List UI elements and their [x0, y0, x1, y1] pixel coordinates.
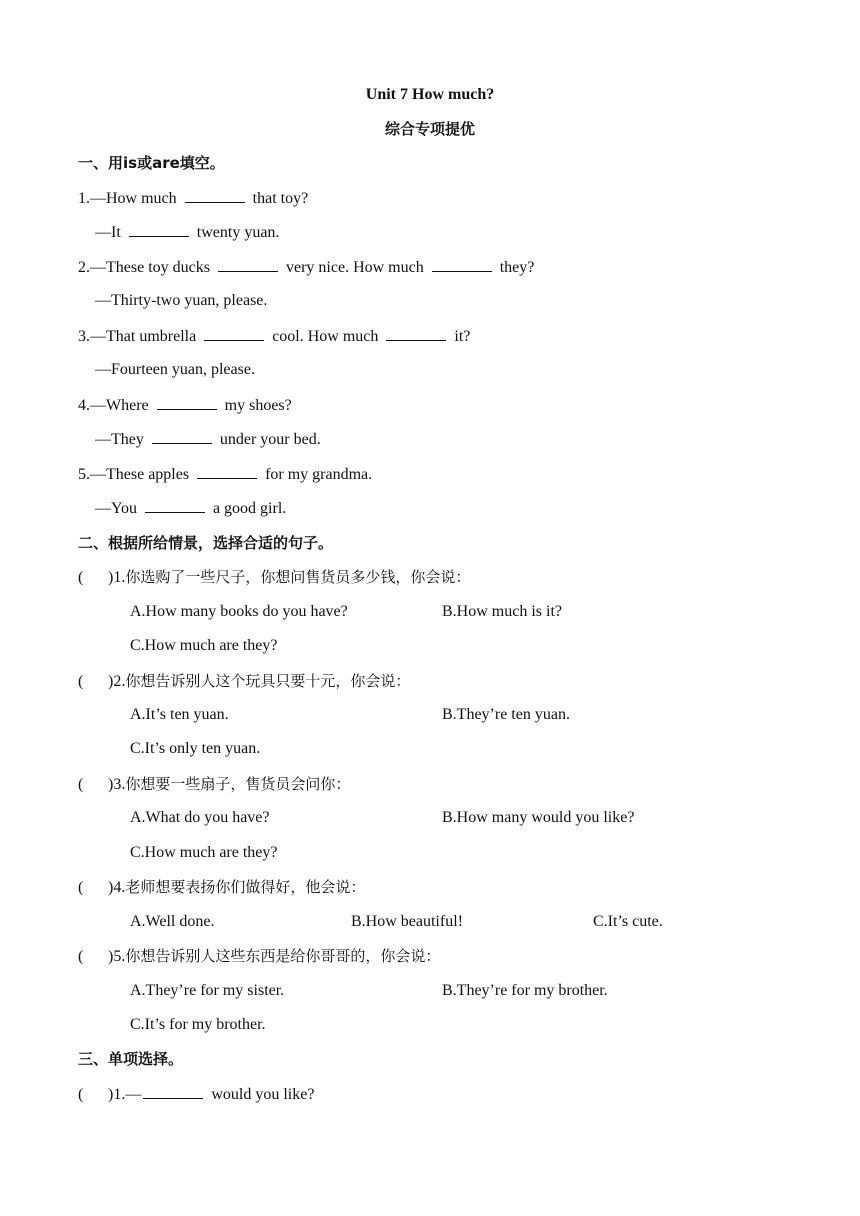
answer-blank: [218, 257, 278, 272]
s1-q5-answer: —You a good girl.: [95, 500, 287, 517]
s1-q2-question: 2.—These toy ducks very nice. How much they?: [78, 259, 535, 276]
s2-q2-option-c: C.It’s only ten yuan.: [130, 740, 261, 757]
s1-q3-answer: —Fourteen yuan, please.: [95, 361, 255, 378]
answer-blank: [185, 188, 245, 203]
s1-q4-answer: —They under your bed.: [95, 431, 321, 448]
answer-blank: [432, 257, 492, 272]
answer-blank: [143, 1084, 203, 1099]
s2-q5-option-c: C.It’s for my brother.: [130, 1016, 266, 1033]
s2-q1-option-a: A.How many books do you have?: [130, 603, 348, 620]
section3-heading: 三、单项选择。: [78, 1050, 184, 1068]
s3-q1-question: ( )1.— would you like?: [78, 1086, 315, 1103]
s2-q5-option-a: A.They’re for my sister.: [130, 982, 285, 999]
answer-blank: [152, 429, 212, 444]
answer-blank: [197, 464, 257, 479]
s2-q2-option-b: B.They’re ten yuan.: [442, 706, 570, 723]
section2-heading: 二、根据所给情景，选择合适的句子。: [78, 534, 334, 552]
s2-q2-prompt: ( )2.你想告诉别人这个玩具只要十元，你会说：: [78, 672, 411, 690]
s2-q5-prompt: ( )5.你想告诉别人这些东西是给你哥哥的，你会说：: [78, 947, 441, 965]
answer-blank: [157, 395, 217, 410]
s2-q4-option-a: A.Well done.: [130, 913, 215, 930]
s2-q3-option-a: A.What do you have?: [130, 809, 270, 826]
s2-q4-option-c: C.It’s cute.: [593, 913, 663, 930]
s1-q2-answer: —Thirty-two yuan, please.: [95, 292, 268, 309]
section1-heading: 一、用is或are填空。: [78, 154, 225, 172]
s2-q3-option-b: B.How many would you like?: [442, 809, 635, 826]
s2-q3-option-c: C.How much are they?: [130, 844, 278, 861]
s1-q3-question: 3.—That umbrella cool. How much it?: [78, 328, 471, 345]
s2-q1-option-c: C.How much are they?: [130, 637, 278, 654]
s2-q4-option-b: B.How beautiful!: [351, 913, 463, 930]
s1-q1-answer: —It twenty yuan.: [95, 224, 280, 241]
answer-blank: [204, 326, 264, 341]
s2-q1-prompt: ( )1.你选购了一些尺子，你想问售货员多少钱，你会说：: [78, 568, 471, 586]
s2-q4-prompt: ( )4.老师想要表扬你们做得好，他会说：: [78, 878, 366, 896]
s2-q1-option-b: B.How much is it?: [442, 603, 562, 620]
s2-q2-option-a: A.It’s ten yuan.: [130, 706, 229, 723]
s1-q1-question: 1.—How much that toy?: [78, 190, 309, 207]
s2-q3-prompt: ( )3.你想要一些扇子，售货员会问你：: [78, 775, 351, 793]
s2-q5-option-b: B.They’re for my brother.: [442, 982, 608, 999]
answer-blank: [386, 326, 446, 341]
page-subtitle: 综合专项提优: [384, 120, 475, 138]
page-title: Unit 7 How much?: [365, 86, 495, 103]
answer-blank: [129, 222, 189, 237]
s1-q5-question: 5.—These apples for my grandma.: [78, 466, 373, 483]
answer-blank: [145, 498, 205, 513]
s1-q4-question: 4.—Where my shoes?: [78, 397, 292, 414]
